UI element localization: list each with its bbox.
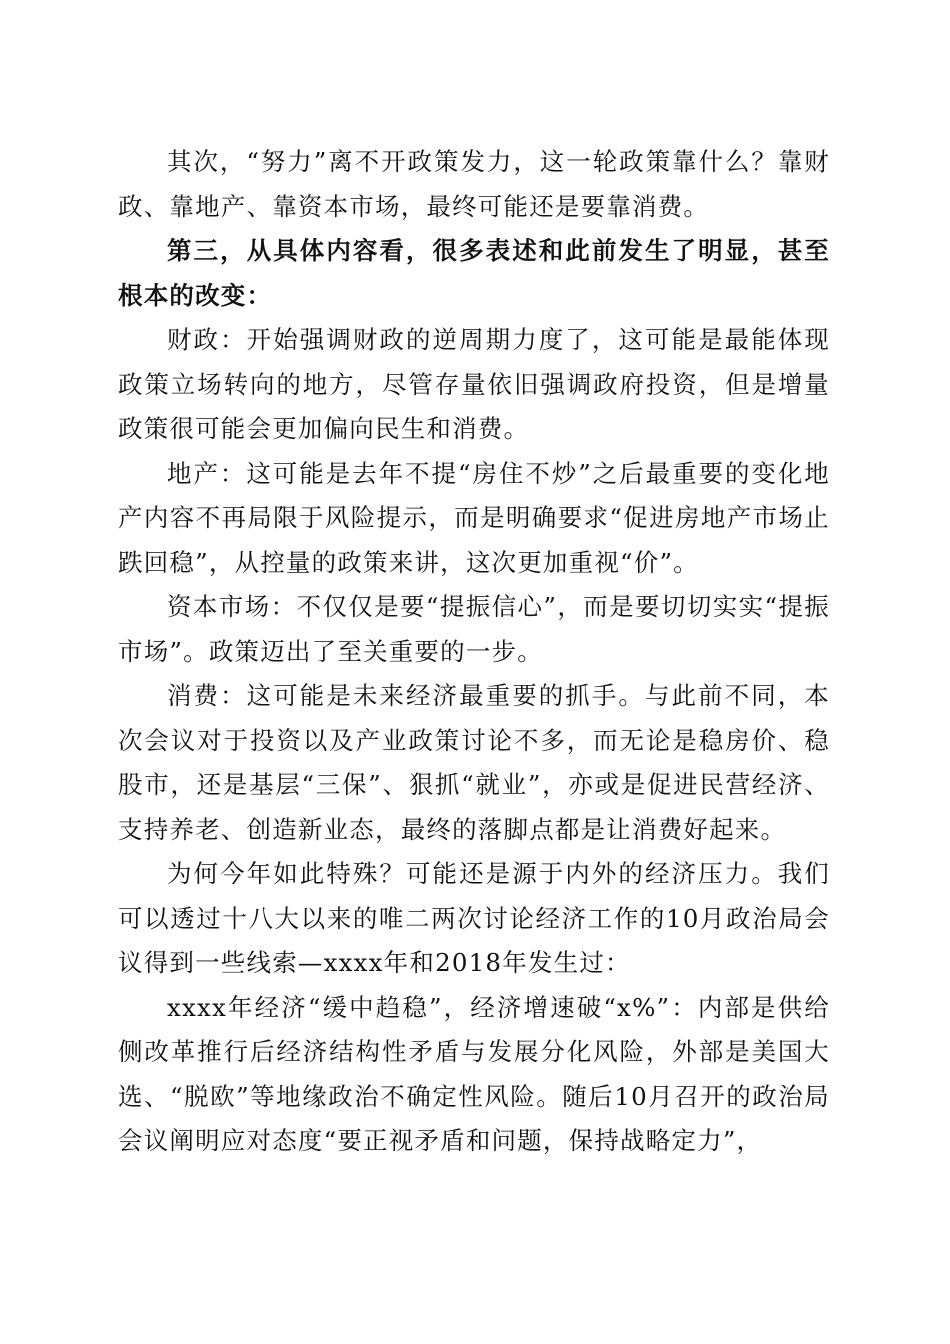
document-body: [118, 140, 830, 1164]
paragraph-consumption: 消费：这可能是未来经济最重要的抓手。与此前不同，本次会议对于投资以及产业政策讨论不多，而无论是稳房价、稳股市，还是基层“三保”、狠抓“就业”，亦或是促进民营经济、支持养老、创造新业态，最终的落脚点都是让消费好起来。: [118, 681, 830, 844]
paragraph-history-context: xxxx年经济“缓中趋稳”，经济增速破“x%”：内部是供给侧改革推行后经济结构性矛盾与发展分化风险，外部是美国大选、“脱欧”等地缘政治不确定性风险。随后10月召开的政治局会议阐明应对态度“要正视矛盾和问题，保持战略定力”，: [118, 992, 830, 1155]
paragraph-capital-market: 资本市场：不仅仅是要“提振信心”，而是要切切实实“提振市场”。政策迈出了至关重要的一步。: [118, 592, 830, 666]
paragraph-real-estate: 地产：这可能是去年不提“房住不炒”之后最重要的变化地产内容不再局限于风险提示，而是明确要求“促进房地产市场止跌回稳”，从控量的政策来讲，这次更加重视“价”。: [118, 458, 830, 577]
paragraph-fiscal: 财政：开始强调财政的逆周期力度了，这可能是最能体现政策立场转向的地方，尽管存量依旧强调政府投资，但是增量政策很可能会更加偏向民生和消费。: [118, 325, 830, 443]
paragraph-third-point-heading: 第三，从具体内容看，很多表述和此前发生了明显，甚至根本的改变：: [118, 236, 830, 310]
paragraph-why-special: 为何今年如此特殊？可能还是源于内外的经济压力。我们可以透过十八大以来的唯二两次讨论经济工作的10月政治局会议得到一些线索—xxxx年和2018年发生过：: [118, 859, 830, 977]
paragraph-policy-drivers: 其次，“努力”离不开政策发力，这一轮政策靠什么？靠财政、靠地产、靠资本市场，最终可能还是要靠消费。: [118, 147, 830, 221]
